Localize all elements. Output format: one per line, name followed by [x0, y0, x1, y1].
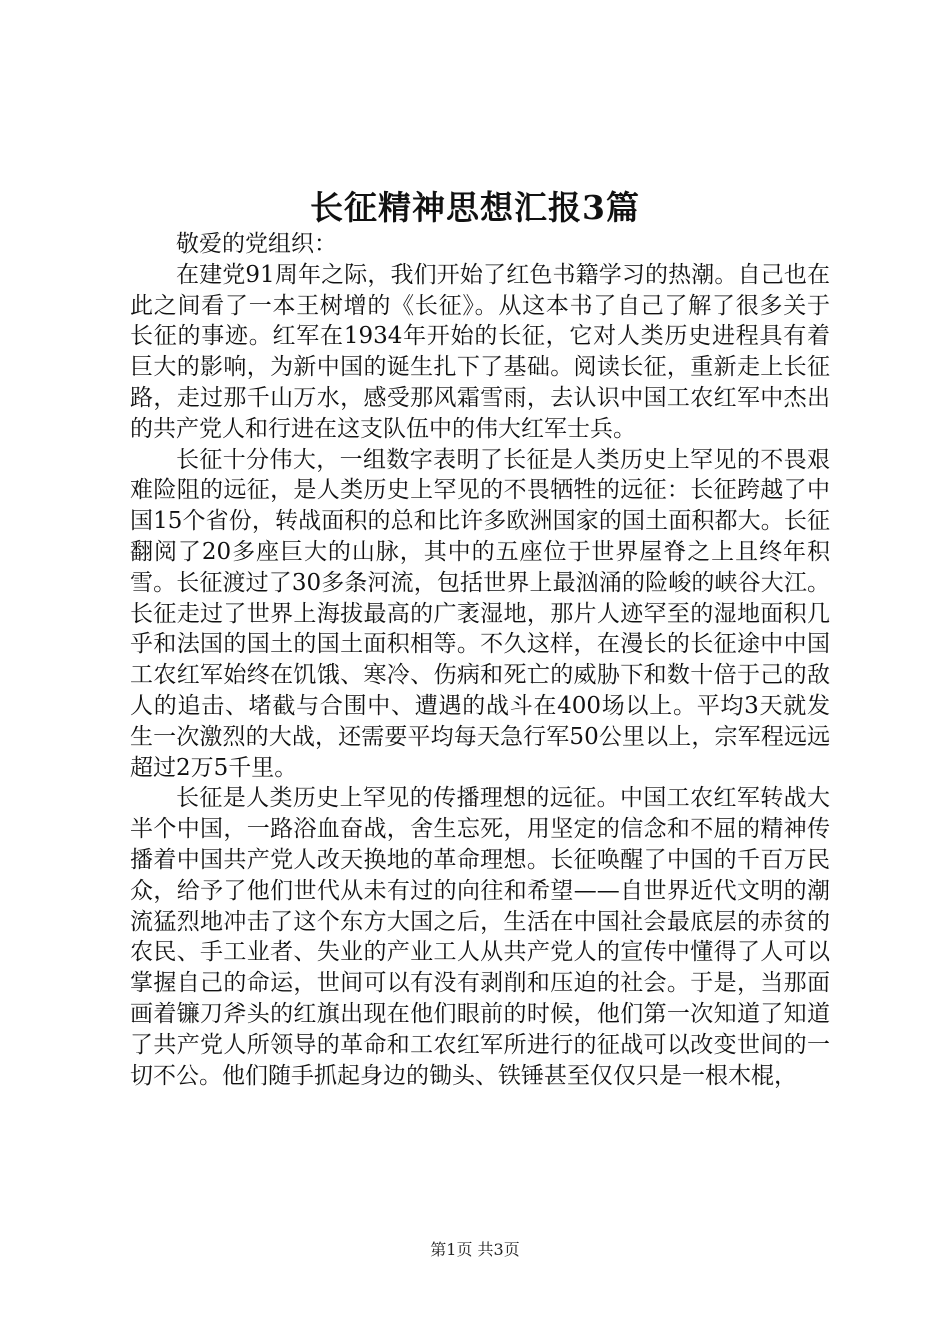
page-number-footer: 第1页 共3页 [430, 1240, 520, 1259]
document-title: 长征精神思想汇报3篇 [310, 188, 640, 227]
salutation: 敬爱的党组织： [176, 231, 337, 257]
paragraph-1: 在建党91周年之际，我们开始了红色书籍学习的热潮。自己也在此之间看了一本王树增的《长征》。从这本书了自己了解了很多关于长征的事迹。红军在1934年开始的长征，它对人类历史进程具有着巨大的影响，为新中国的诞生扎下了基础。阅读长征，重新走上长征路，走过那千山万水，感受那风霜雪雨，去认识中国工农红军中杰出的共产党人和行进在这支队伍中的伟大红军士兵。 [130, 261, 830, 442]
paragraph-2: 长征十分伟大，一组数字表明了长征是人类历史上罕见的不畏艰难险阻的远征，是人类历史上罕见的不畏牺牲的远征：长征跨越了中国15个省份，转战面积的总和比许多欧洲国家的国土面积都大。长征翻阅了20多座巨大的山脉，其中的五座位于世界屋脊之上且终年积雪。长征渡过了30多条河流，包括世界上最汹涌的险峻的峡谷大江。长征走过了世界上海拔最高的广袤湿地，那片人迹罕至的湿地面积几乎和法国的国土的国土面积相等。不久这样，在漫长的长征途中中国工农红军始终在饥饿、寒冷、伤病和死亡的威胁下和数十倍于己的敌人的追击、堵截与合围中、遭遇的战斗在400场以上。平均3天就发生一次激烈的大战，还需要平均每天急行军50公里以上，宗军程远远超过2万5千里。 [130, 446, 830, 781]
paragraph-3: 长征是人类历史上罕见的传播理想的远征。中国工农红军转战大半个中国，一路浴血奋战，舍生忘死，用坚定的信念和不屈的精神传播着中国共产党人改天换地的革命理想。长征唤醒了中国的千百万民众，给予了他们世代从未有过的向往和希望——自世界近代文明的潮流猛烈地冲击了这个东方大国之后，生活在中国社会最底层的赤贫的农民、手工业者、失业的产业工人从共产党人的宣传中懂得了人可以掌握自己的命运，世间可以有没有剥削和压迫的社会。于是，当那面画着镰刀斧头的红旗出现在他们眼前的时候，他们第一次知道了知道了共产党人所领导的革命和工农红军所进行的征战可以改变世间的一切不公。他们随手抓起身边的锄头、铁锤甚至仅仅只是一根木棍， [130, 785, 830, 1089]
document-body [130, 229, 830, 1091]
